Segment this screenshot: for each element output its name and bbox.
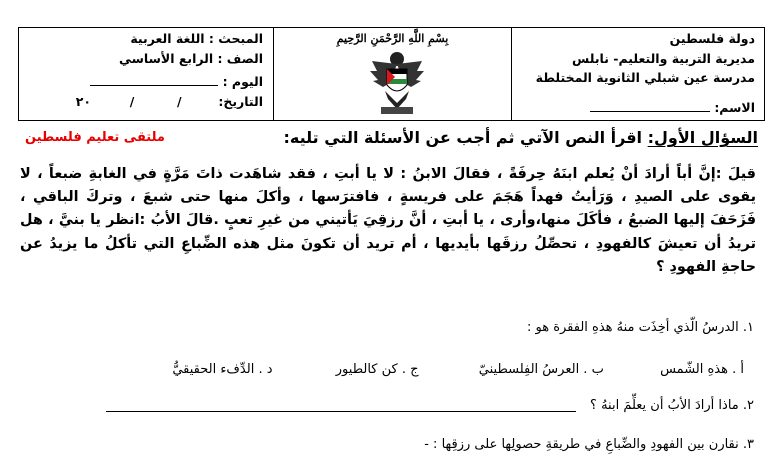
day-field[interactable] bbox=[90, 74, 263, 89]
header-subject-info bbox=[19, 28, 273, 120]
date-label: التاريخ: bbox=[218, 94, 263, 109]
question-one-label: السؤال الأول: bbox=[647, 128, 758, 147]
subject-label: المبحث : اللغة العربية bbox=[130, 31, 263, 46]
forum-watermark: ملتقى تعليم فلسطين bbox=[25, 130, 165, 145]
option-a[interactable]: أ . هذهِ الشّمس bbox=[660, 362, 744, 377]
question-2: ٢. ماذا أرادَ الأبُ أن يعلِّمَ ابنهُ ؟ bbox=[590, 398, 754, 413]
header-school-info bbox=[511, 28, 764, 120]
option-b[interactable]: ب . العرسُ الفِلسطينيّ bbox=[478, 362, 604, 377]
question-one-instruction: اقرأ النص الآتي ثم أجب عن الأسئلة التي تليه: bbox=[283, 128, 643, 147]
directorate-name: مديرية التربية والتعليم- نابلس bbox=[572, 51, 755, 66]
option-c[interactable]: ج . كن كالطيور bbox=[335, 362, 419, 377]
student-name-field[interactable] bbox=[590, 100, 755, 115]
school-name: مدرسة عين شبلي الثانوية المختلطة bbox=[535, 70, 755, 85]
student-name-label: الاسم: bbox=[714, 100, 755, 115]
student-name-blank[interactable] bbox=[590, 101, 710, 112]
date-field[interactable] bbox=[76, 94, 263, 109]
reading-passage: قيلَ :إنَّ أباً أرادَ أنْ يُعلم ابنَهُ حِرفَةً ، فقالَ الابنُ : لا يا أبتِ ، فقد شاهَدت ذاتَ مَرَّةٍ في الغابةِ ضبعاً ، لا يقوى على الصيدِ ، وَرَأيتُ فهداً هَجَمَ على فريسةٍ ، فافترَسها ، وأكلَ منها حتى شبعَ ، وتركَ الباقي ، فَزَحَفَ إليها الضبعُ ، فأكَلَ منها،وأرى ، يا أبتِ ، أنَّ رزقِيَ يَأتيني من غيرِ تعبٍ .قالَ الأبُ :انظر يا بنيَّ ، هل تريدُ أن تعيشَ كالفهودِ ، تحصِّلُ رزقَها بأيديها ، أم تريد أن تكونَ مثل هذه الضِّباعِ التي تأكلُ ما يزيدُ عن حاجةِ الفهودِ ؟ bbox=[20, 166, 756, 275]
day-blank[interactable] bbox=[90, 75, 218, 86]
grade-label: الصف : الرابع الأساسي bbox=[118, 51, 263, 66]
question-one-title bbox=[284, 128, 758, 147]
question-2-answer-line[interactable] bbox=[106, 411, 576, 412]
state-name: دولة فلسطين bbox=[669, 31, 755, 46]
option-d[interactable]: د . الدِّفء الحقيقيُّ bbox=[172, 362, 273, 377]
date-slash-2: / bbox=[129, 94, 135, 109]
date-slash-1: / bbox=[177, 94, 182, 109]
day-label: اليوم : bbox=[222, 74, 263, 89]
palestine-emblem-icon bbox=[368, 47, 426, 117]
question-1: ١. الدرسُ الّذي أخِذَت منهُ هذهِ الفقرة هو : bbox=[526, 320, 754, 335]
header-table bbox=[18, 27, 765, 121]
header-emblem-cell bbox=[273, 28, 511, 120]
question-1-options bbox=[172, 362, 744, 377]
date-year: ٢٠ bbox=[75, 94, 92, 109]
question-3: ٣. نقارن بين الفهودِ والضِّباعِ في طريقةِ حصولِها على رزقِها : - bbox=[424, 437, 754, 452]
basmala: بِسْمِ اللَّهِ الرَّحْمَنِ الرَّحِيمِ bbox=[336, 32, 449, 45]
